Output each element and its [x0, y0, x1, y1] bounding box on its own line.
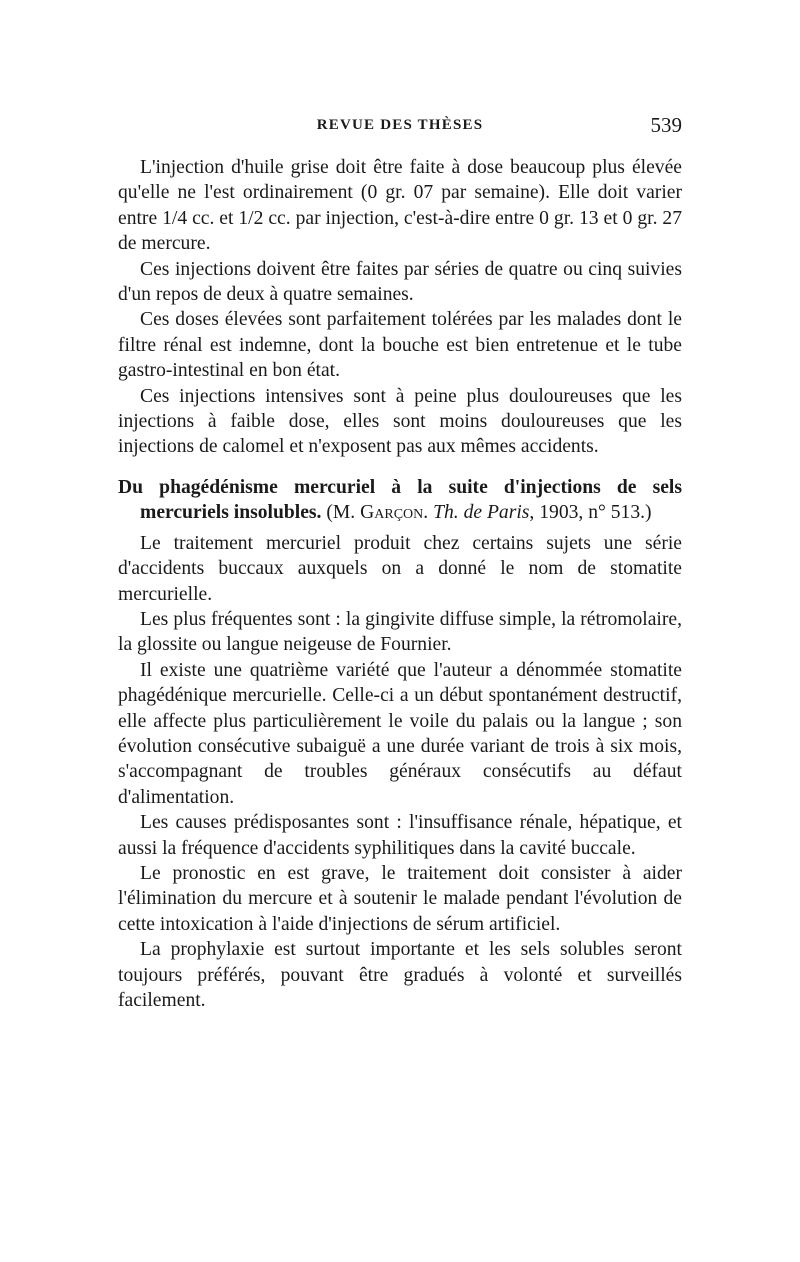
paragraph: La prophylaxie est surtout importante et les sels solubles seront toujours préférés, pouvant être gradués à volonté et surveillés facilement. — [118, 939, 682, 1011]
citation-thesis: Th. — [433, 502, 459, 524]
page-body — [118, 155, 682, 1013]
page-number: 539 — [650, 113, 682, 137]
running-header — [118, 113, 682, 141]
citation-sep: . — [423, 502, 434, 524]
section-heading — [118, 475, 682, 526]
paragraph: Le traitement mercuriel produit chez certains sujets une série d'accidents buccaux auxquels on a donné le nom de stomatite mercurielle. — [118, 532, 682, 605]
citation-close: , 1903, n° 513.) — [529, 502, 652, 524]
paragraph: Il existe une quatrième variété que l'auteur a dénommée stomatite phagédénique mercurielle. Celle-ci a un début spontanément destructif, elle affecte plus particulièrement le voile du palais ou la langue ; son évolution consécutive subaiguë a une durée variant de trois à six mois, s'accompagnant de troubles généraux consécutifs au défaut d'alimentation. — [118, 659, 682, 808]
paragraph: Le pronostic en est grave, le traitement doit consister à aider l'élimination du mercure et à soutenir le malade pendant l'évolution de cette intoxication à l'aide d'injections de sérum artificiel. — [118, 862, 682, 935]
citation-place: de Paris — [463, 502, 530, 524]
section-title: Du phagédénisme mercuriel à la suite d'injections de sels mercuriels insolubles. — [118, 476, 682, 524]
paragraph: Ces injections intensives sont à peine plus douloureuses que les injections à faible dose, elles sont moins douloureuses que les injections de calomel et n'exposent pas aux mêmes accidents. — [118, 385, 682, 458]
paragraph: Ces doses élevées sont parfaitement tolérées par les malades dont le filtre rénal est indemne, dont la bouche est bien entretenue et le tube gastro-intestinal en bon état. — [118, 309, 682, 382]
citation-open: (M. — [326, 502, 361, 524]
running-title: REVUE DES THÈSES — [316, 117, 484, 133]
paragraph: L'injection d'huile grise doit être faite à dose beaucoup plus élevée qu'elle ne l'est ordinairement (0 gr. 07 par semaine). Elle doit varier entre 1/4 cc. et 1/2 cc. par injection, c'est-à-dire entre 0 gr. 13 et 0 gr. 27 de mercure. — [118, 157, 682, 255]
paragraph: Les causes prédisposantes sont : l'insuffisance rénale, hépatique, et aussi la fréquence d'accidents syphilitiques dans la cavité buccale. — [118, 812, 682, 859]
paragraph: Les plus fréquentes sont : la gingivite diffuse simple, la rétromolaire, la glossite ou langue neigeuse de Fournier. — [118, 608, 682, 656]
paragraph: Ces injections doivent être faites par séries de quatre ou cinq suivies d'un repos de deux à quatre semaines. — [118, 258, 682, 306]
citation-author: Garçon — [360, 502, 424, 524]
